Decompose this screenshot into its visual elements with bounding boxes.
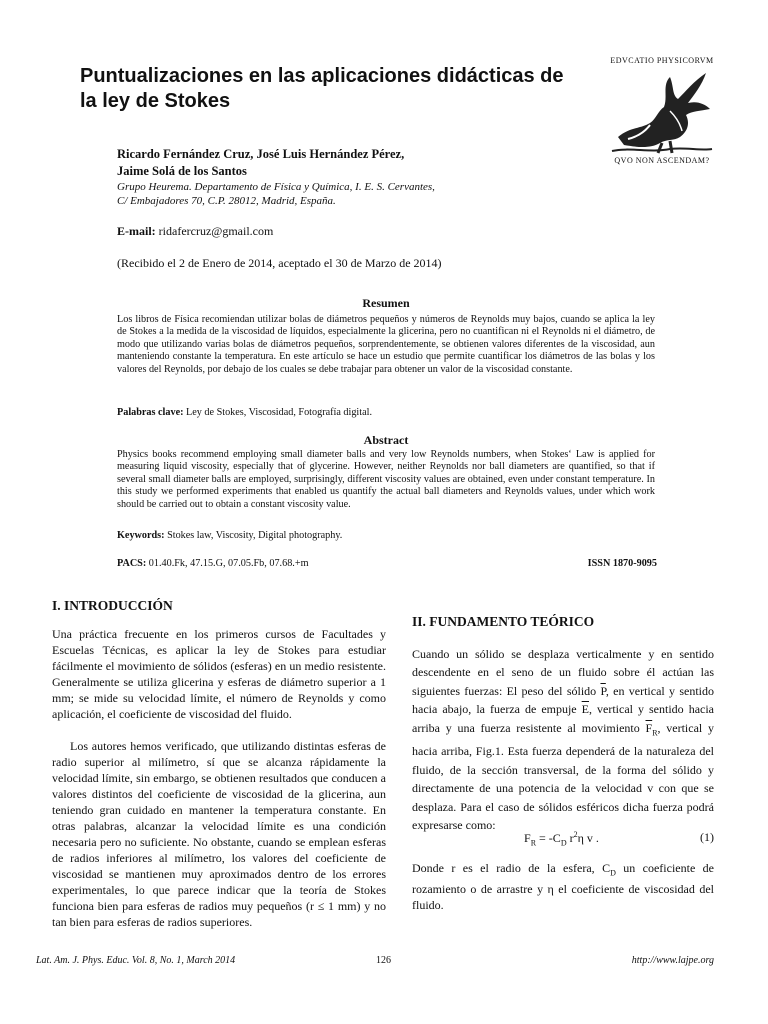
equation-number: (1) xyxy=(700,830,714,844)
logo-motto-bottom: QVO NON ASCENDAM? xyxy=(614,156,710,165)
affiliation xyxy=(117,180,617,208)
pacs-label: PACS: xyxy=(117,558,147,569)
issn: ISSN 1870-9095 xyxy=(587,558,657,569)
fundamento-text-b: , en vertical y sentido hacia abajo, la fuerza de empuje xyxy=(412,683,714,717)
symbol-fr-sub: R xyxy=(652,728,658,738)
resumen-keywords-label: Palabras clave: xyxy=(117,407,184,418)
authors xyxy=(117,146,597,180)
intro-paragraph-2-text: Los autores hemos verificado, que utilizando distintas esferas de radio superior al milímetro, sí que se alcanza rápidamente la velocidad límite, sin embargo, se obtienen resultados que conducen a valores distintos del coeficiente de viscosidad de la glicerina, aun teniendo gran cuidado en mantener la temperatura constante. En otras palabras, alcanzar la velocidad límite es una condición necesaria pero no suficiente. No obstante, cuando se emplean esferas de radios inferiores al milímetro, los valores del coeficiente de viscosidad se mantienen muy aproximados dentro de los errores experimentales, lo que parece indicar que la teoría de Stokes funciona bien para esferas de radios muy pequeños (r ≤ 1 mm) y no tan bien para esferas de radios superiores. xyxy=(52,739,386,929)
fundamento-text-d: , vertical y hacia arriba, Fig.1. Esta fuerza dependerá de la naturaleza del fluido, de la sección transversal, de la forma del sólido y directamente de una potencia de la velocidad v con que se desplaza. Para el caso de sólidos esféricos dicha fuerza podrá expresarse como: xyxy=(412,720,715,833)
footer-url[interactable]: http://www.lajpe.org xyxy=(631,955,714,966)
journal-logo xyxy=(603,56,721,166)
abstract-keywords-label: Keywords: xyxy=(117,530,165,541)
email xyxy=(117,224,273,239)
fundamento-p2-b: un coeficiente de rozamiento o de arrastre y η el coeficiente de viscosidad del fluido. xyxy=(412,861,714,913)
footer-journal: Lat. Am. J. Phys. Educ. Vol. 8, No. 1, March 2014 xyxy=(36,955,236,966)
pacs-value: 01.40.Fk, 47.15.G, 07.05.Fb, 07.68.+m xyxy=(148,558,309,569)
symbol-p: $\overline{P}$ xyxy=(600,683,606,698)
abstract-text: Physics books recommend employing small diameter balls and very low Reynolds numbers, when Stokes‘ Law is applied for measuring liquid viscosity, especially that of glycerine. However, neither Reynolds nor ball diameters are quantified, so that if several small diameter balls are employed, surprisingly, different viscosity values are obtained, even under constant temperature. In this study we performed experiments that enabled us quantify the actual ball diameters and Reynolds values, under which work should be carried out to obtain a constant viscosity value. xyxy=(117,449,655,510)
resumen-text: Los libros de Física recomiendan utilizar bolas de diámetros pequeños y números de Reynolds muy bajos, cuando se aplica la ley de Stokes a la medida de la viscosidad de líquidos, especialmente la glicerina, pero no cuantifican ni el Reynolds ni el diámetro, de modo que utilizando varias bolas de diámetros pequeños, sorprendentemente, se obtienen valores diferentes de la viscosidad, aun manteniendo constante la temperatura. En este artículo se hace un estudio que permite cuantificar los diámetros de las bolas y los valores del Reynolds, por debajo de los cuales se debe trabajar para obtener un valor de la viscosidad constante. xyxy=(117,314,655,375)
authors-line-2: Jaime Solá de los Santos xyxy=(117,164,247,178)
email-address[interactable]: ridafercruz@gmail.com xyxy=(158,224,274,238)
symbol-fr: $\overline{F}$ xyxy=(645,720,653,735)
resumen-keywords-value: Ley de Stokes, Viscosidad, Fotografía digital. xyxy=(186,407,372,418)
pacs xyxy=(117,558,309,569)
pegasus-icon xyxy=(610,67,714,155)
symbol-e: $\overline{E}$ xyxy=(581,702,589,717)
email-label: E-mail: xyxy=(117,224,156,238)
resumen-keywords xyxy=(117,407,372,418)
intro-paragraph-1: Una práctica frecuente en los primeros cursos de Facultades y Escuelas Técnicas, es aplicar la ley de Stokes para estudiar fácilmente el movimiento de sólidos (esferas) en un medio resistente. Generalmente se utiliza glicerina y esferas de diámetro superior a 1 mm; se mide su velocidad límite, el número de Reynolds y como aplicación, el coeficiente de viscosidad del fluido. xyxy=(52,627,386,721)
fundamento-heading: II. FUNDAMENTO TEÓRICO xyxy=(412,614,595,629)
paper-title: Puntualizaciones en las aplicaciones didácticas de la ley de Stokes xyxy=(80,65,564,112)
fundamento-paragraph-1 xyxy=(412,645,714,834)
abstract-keywords xyxy=(117,530,342,541)
fundamento-text-a: Cuando un sólido se desplaza verticalmente y en sentido descendente en el seno de un fluido sobre él actúan las siguientes fuerzas: El peso del sólido xyxy=(412,647,714,698)
authors-line-1: Ricardo Fernández Cruz, José Luis Hernández Pérez, xyxy=(117,147,405,161)
logo-motto-top: EDVCATIO PHYSICORVM xyxy=(610,56,714,65)
equation-formula: $F_R = -C_D$ $r^2\eta$ v . xyxy=(524,830,599,848)
fundamento-p2-sub: D xyxy=(610,868,616,878)
intro-heading: I. INTRODUCCIÓN xyxy=(52,598,173,613)
abstract-heading: Abstract xyxy=(363,433,409,447)
abstract-keywords-value: Stokes law, Viscosity, Digital photography. xyxy=(167,530,343,541)
fundamento-paragraph-2 xyxy=(412,860,714,913)
fundamento-p2-a: Donde r es el radio de la esfera, C xyxy=(412,861,611,875)
received-dates: (Recibido el 2 de Enero de 2014, aceptado el 30 de Marzo de 2014) xyxy=(117,256,442,270)
fundamento-text-c: , vertical y sentido hacia arriba y una fuerza resistente al movimiento xyxy=(412,702,715,735)
affiliation-line-1: Grupo Heurema. Departamento de Física y Química, I. E. S. Cervantes, xyxy=(117,181,435,193)
resumen-heading: Resumen xyxy=(362,296,410,310)
affiliation-line-2: C/ Embajadores 70, C.P. 28012, Madrid, España. xyxy=(117,195,336,207)
intro-paragraph-2 xyxy=(52,738,386,930)
footer-page-number: 126 xyxy=(376,955,391,966)
